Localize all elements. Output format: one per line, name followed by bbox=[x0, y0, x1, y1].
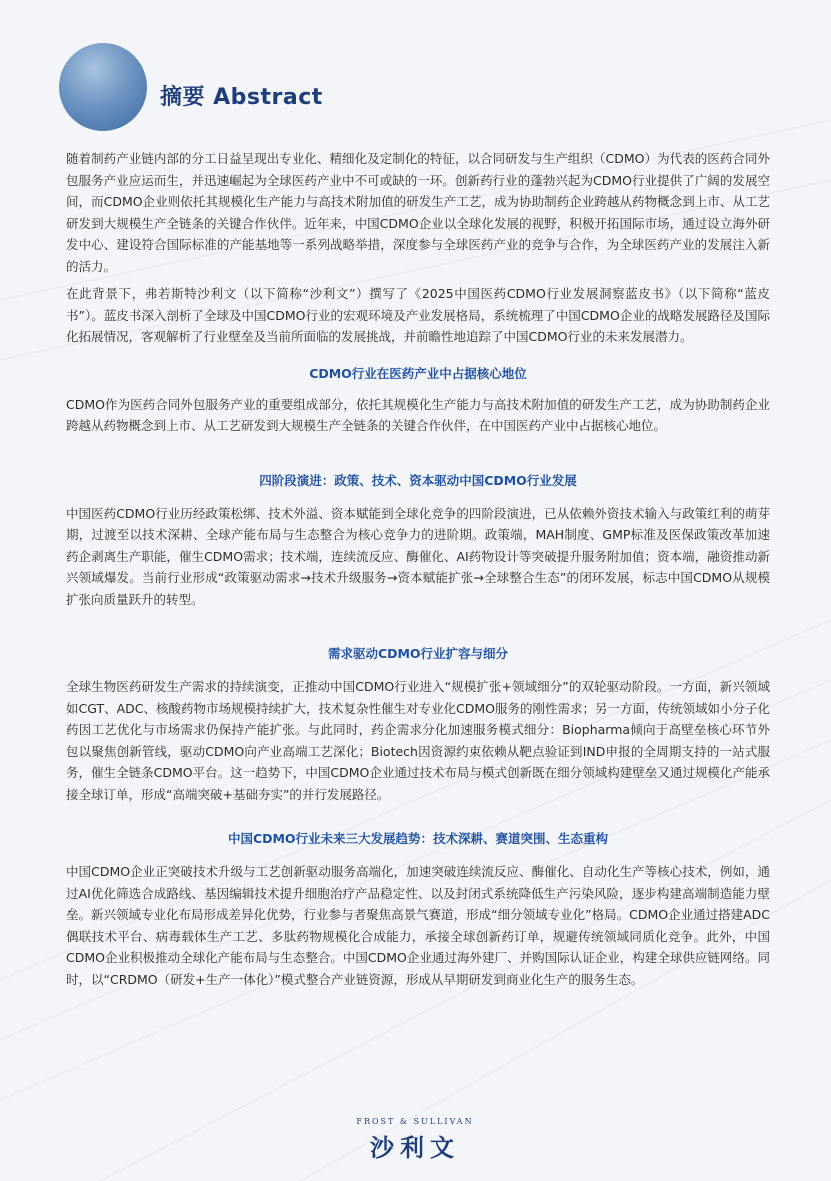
decorative-circle bbox=[59, 43, 147, 131]
brand-name-english: FROST & SULLIVAN bbox=[356, 1117, 474, 1126]
section-heading-core-position: CDMO行业在医药产业中占据核心地位 bbox=[309, 365, 527, 381]
section-heading-future-trends: 中国CDMO行业未来三大发展趋势：技术深耕、赛道突围、生态重构 bbox=[227, 831, 609, 846]
section-heading-demand-driven: 需求驱动CDMO行业扩容与细分 bbox=[327, 646, 509, 661]
main-content bbox=[66, 148, 770, 990]
intro-paragraph-1: 随着制药产业链内部的分工日益呈现出专业化、精细化及定制化的特征，以合同研发与生产组织（CDMO）为代表的医药合同外包服务产业应运而生，并迅速崛起为全球医药产业中不可或缺的一环。创新药行业的蓬勃兴起为CDMO行业提供了广阔的发展空间，而CDMO企业则依托其规模化生产能力与高技术附加值的研发生产工艺，成为协助制药企业跨越从药物概念到上市、从工艺研发到大规模生产全链条的关键合作伙伴。近年来，中国CDMO企业以全球化发展的视野，积极开拓国际市场，通过设立海外研发中心、建设符合国际标准的产能基地等一系列战略举措，深度参与全球医药产业的竞争与合作，为全球医药产业的发展注入新的活力。 bbox=[66, 151, 770, 274]
section-heading-four-stages: 四阶段演进：政策、技术、资本驱动中国CDMO行业发展 bbox=[259, 472, 577, 488]
section-paragraph-demand-driven: 全球生物医药研发生产需求的持续演变，正推动中国CDMO行业进入“规模扩张+领域细分”的双轮驱动阶段。一方面，新兴领域如CGT、ADC、核酸药物市场规模持续扩大，技术复杂性催生对专业化CDMO服务的刚性需求；另一方面，传统领域如小分子化药因工艺优化与市场需求仍保持产能扩张。与此同时，药企需求分化加速服务模式细分：Biopharma倾向于高壁垒核心环节外包以聚焦创新管线，驱动CDMO向产业高端工艺深化；Biotech因资源约束依赖从靶点验证到IND申报的全周期支持的一站式服务，催生全链条CDMO平台。这一趋势下，中国CDMO企业通过技术布局与模式创新既在细分领域构建壁垒又通过规模化产能承接全球订单，形成“高端突破+基础夯实”的并行发展路径。 bbox=[66, 679, 770, 802]
intro-paragraph-2: 在此背景下，弗若斯特沙利文（以下简称“沙利文”）撰写了《2025中国医药CDMO行业发展洞察蓝皮书》（以下简称“蓝皮书”）。蓝皮书深入剖析了全球及中国CDMO行业的宏观环境及产业发展格局，系统梳理了中国CDMO企业的战略发展路径及国际化拓展情况，客观解析了行业壁垒及当前所面临的发展挑战，并前瞻性地追踪了中国CDMO行业的未来发展潜力。 bbox=[66, 286, 770, 344]
section-paragraph-core-position: CDMO作为医药合同外包服务产业的重要组成部分，依托其规模化生产能力与高技术附加值的研发生产工艺，成为协助制药企业跨越从药物概念到上市、从工艺研发到大规模生产全链条的关键合作伙伴，在中国医药产业中占据核心地位。 bbox=[66, 396, 770, 433]
page-title: 摘要 Abstract bbox=[160, 85, 323, 110]
brand-logo bbox=[340, 1117, 490, 1163]
section-paragraph-four-stages: 中国医药CDMO行业历经政策松绑、技术外溢、资本赋能到全球化竞争的四阶段演进，已从依赖外资技术输入与政策红利的萌芽期，过渡至以技术深耕、全球产能布局与生态整合为核心竞争力的进阶期。政策端，MAH制度、GMP标准及医保政策改革加速药企剥离生产职能，催生CDMO需求；技术端，连续流反应、酶催化、AI药物设计等突破提升服务附加值；资本端，融资推动新兴领域爆发。当前行业形成“政策驱动需求→技术升级服务→资本赋能扩张→全球整合生态”的闭环发展，标志中国CDMO从规模扩张向质量跃升的转型。 bbox=[66, 505, 770, 607]
section-paragraph-future-trends: 中国CDMO企业正突破技术升级与工艺创新驱动服务高端化，加速突破连续流反应、酶催化、自动化生产等核心技术，例如，通过AI优化筛选合成路线、基因编辑技术提升细胞治疗产品稳定性、以及封闭式系统降低生产污染风险，逐步构建高端制造能力壁垒。新兴领域专业化布局形成差异化优势，行业参与者聚焦高景气赛道，形成“细分领域专业化”格局。CDMO企业通过搭建ADC偶联技术平台、病毒载体生产工艺、多肽药物规模化合成能力，承接全球创新药订单，规避传统领域同质化竞争。此外，中国CDMO企业积极推动全球化产能布局与生态整合。中国CDMO企业通过海外建厂、并购国际认证企业，构建全球供应链网络。同时，以“CRDMO（研发+生产一体化）”模式整合产业链资源，形成从早期研发到商业化生产的服务生态。 bbox=[66, 864, 770, 987]
brand-name-chinese: 沙利文 bbox=[370, 1134, 460, 1162]
